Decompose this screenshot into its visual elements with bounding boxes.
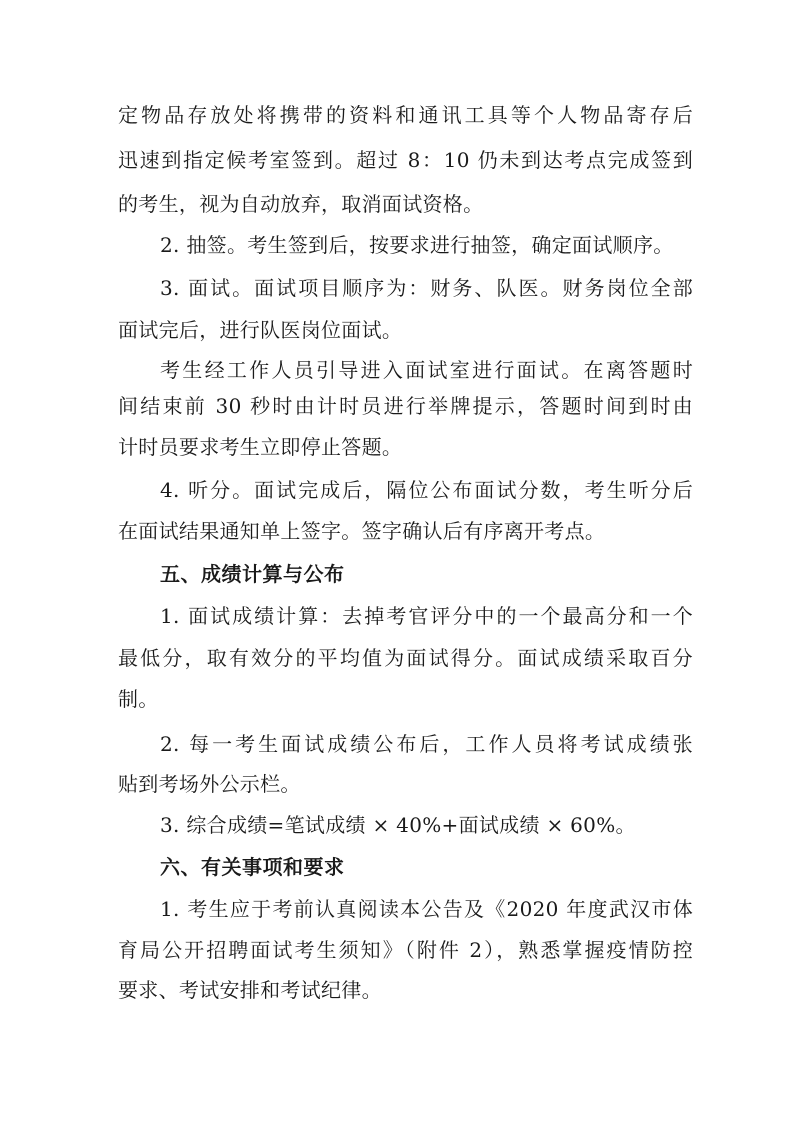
paragraph-line: 间结束前 30 秒时由计时员进行举牌提示，答题时间到时由 [118, 394, 693, 418]
paragraph-line: 在面试结果通知单上签字。签字确认后有序离开考点。 [118, 519, 606, 543]
paragraph-line: 要求、考试安排和考试纪律。 [118, 978, 382, 1002]
paragraph-line: 考生经工作人员引导进入面试室进行面试。在离答题时 [160, 358, 693, 382]
paragraph-line: 计时员要求考生立即停止答题。 [118, 435, 403, 459]
paragraph-line: 3. 面试。面试项目顺序为：财务、队医。财务岗位全部 [160, 276, 693, 300]
paragraph-line: 的考生，视为自动放弃，取消面试资格。 [118, 192, 484, 216]
section-heading: 六、有关事项和要求 [160, 855, 345, 879]
paragraph-line: 1. 面试成绩计算：去掉考官评分中的一个最高分和一个 [160, 604, 693, 628]
paragraph-line: 迅速到指定候考室签到。超过 8：10 仍未到达考点完成签到 [118, 148, 693, 172]
paragraph-line: 贴到考场外公示栏。 [118, 772, 301, 796]
paragraph-line: 最低分，取有效分的平均值为面试得分。面试成绩采取百分 [118, 646, 693, 670]
paragraph-line: 3. 综合成绩=笔试成绩 × 40%+面试成绩 × 60%。 [160, 813, 636, 837]
paragraph-line: 育局公开招聘面试考生须知》（附件 2），熟悉掌握疫情防控 [118, 938, 693, 962]
section-heading: 五、成绩计算与公布 [160, 562, 345, 586]
paragraph-line: 4. 听分。面试完成后，隔位公布面试分数，考生听分后 [160, 478, 693, 502]
paragraph-line: 面试完后，进行队医岗位面试。 [118, 318, 403, 342]
paragraph-line: 定物品存放处将携带的资料和通讯工具等个人物品寄存后 [118, 103, 693, 127]
paragraph-line: 2. 每一考生面试成绩公布后，工作人员将考试成绩张 [160, 732, 693, 756]
paragraph-line: 2. 抽签。考生签到后，按要求进行抽签，确定面试顺序。 [160, 233, 674, 257]
paragraph-line: 制。 [118, 687, 159, 711]
paragraph-line: 1. 考生应于考前认真阅读本公告及《2020 年度武汉市体 [160, 897, 693, 921]
